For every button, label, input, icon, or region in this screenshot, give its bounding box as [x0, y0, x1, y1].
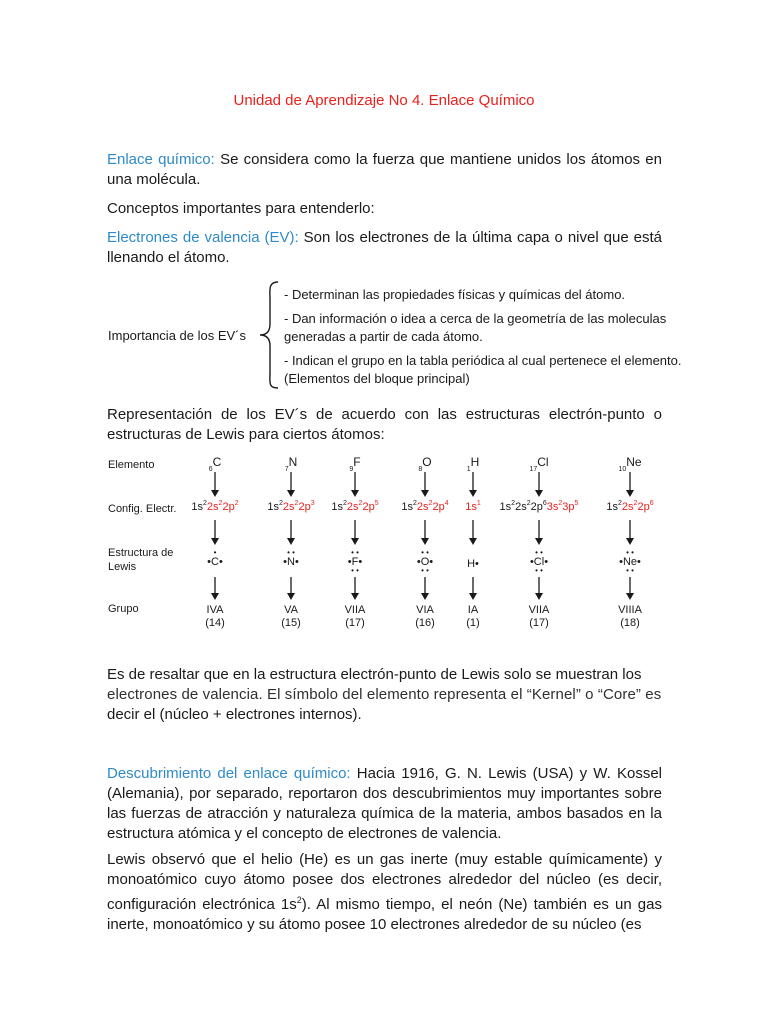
atomic-number: 6	[208, 466, 213, 473]
config-term: $3s^2$	[546, 500, 563, 513]
element-symbol	[448, 455, 498, 473]
group-label	[266, 604, 316, 630]
atomic-number: 10	[618, 466, 627, 473]
group-number: (15)	[281, 617, 301, 629]
resaltar-line-2: electrones de valencia. El símbolo del elemento representa el “Kernel” o “Core” es	[107, 686, 662, 703]
definition-electrones-valencia: Son los electrones de la última capa o nivel que está llenando el átomo.	[107, 229, 662, 266]
config-term: $1s^2$	[499, 500, 516, 513]
lewis-core: •C•	[207, 556, 223, 568]
config-term: $1s^2$	[606, 500, 622, 513]
config-exponent: 2	[413, 500, 417, 507]
atomic-number: 1	[466, 466, 471, 473]
group-roman: IVA	[206, 604, 224, 616]
lewis-structure	[453, 550, 493, 570]
element-letter: Ne	[626, 455, 642, 469]
arrow-head-icon	[626, 538, 634, 545]
config-term: $2p^4$	[432, 500, 449, 513]
term-descubrimiento: Descubrimiento del enlace químico:	[107, 765, 351, 782]
config-term: $1s^2$	[191, 500, 207, 513]
group-number: (1)	[466, 617, 480, 629]
arrow-head-icon	[211, 490, 219, 497]
element-symbol	[266, 455, 316, 473]
lewis-dots-bottom: • •	[421, 566, 429, 575]
config-term: $2s^2$	[346, 500, 363, 513]
lewis-core: •N•	[283, 556, 299, 568]
text-helio-b: ). Al mismo tiempo, el neón (Ne) también es un gas inerte, monoatómico y su átomo posee 10 electrones alrededor de su núcleo (es	[107, 896, 662, 933]
lewis-core: •F•	[347, 556, 363, 568]
paragraph-lewis-helio	[107, 850, 662, 935]
lewis-core: •Ne•	[619, 556, 641, 568]
config-exponent: 2	[633, 500, 638, 507]
arrow-head-icon	[469, 490, 477, 497]
importance-item: - Determinan las propiedades físicas y químicas del átomo.	[284, 287, 626, 302]
config-exponent: 5	[374, 500, 379, 507]
group-label	[190, 604, 240, 630]
config-term: $1s^2$	[401, 500, 417, 513]
config-exponent: 6	[542, 500, 547, 507]
config-term: $1s^2$	[267, 500, 283, 513]
row-label-config: Config. Electr.	[108, 503, 177, 515]
lewis-core: •Cl•	[529, 556, 549, 568]
config-term: $2s^2$	[416, 500, 433, 513]
lewis-structure	[405, 550, 445, 573]
element-symbol	[514, 455, 564, 473]
config-term: $1s^2$	[331, 500, 347, 513]
element-letter: O	[422, 455, 432, 469]
group-roman: VIIA	[528, 604, 550, 616]
paragraph-resaltar	[107, 665, 662, 725]
config-exponent: 2	[618, 500, 622, 507]
group-roman: VA	[284, 604, 298, 616]
element-symbol	[605, 455, 655, 473]
config-term: $2p^6$	[637, 500, 654, 513]
config-exponent: 6	[649, 500, 654, 507]
config-term: $2p^2$	[222, 500, 239, 513]
group-number: (17)	[345, 617, 365, 629]
lewis-dots-top: • •	[626, 548, 634, 557]
group-number: (16)	[415, 617, 435, 629]
config-exponent: 2	[511, 500, 516, 507]
atomic-number: 8	[418, 466, 423, 473]
electron-config	[489, 500, 589, 513]
lewis-structure	[195, 550, 235, 568]
paragraph-conceptos: Conceptos importantes para entenderlo:	[107, 200, 375, 217]
config-exponent: 2	[234, 500, 239, 507]
text-helio-a: Lewis observó que el helio (He) es un gas inerte (muy estable químicamente) y monoatómico cuyo átomo posee dos electrones alrededor del núcleo (es decir, configuración electrónica 1s	[107, 851, 662, 913]
lewis-core: H•	[467, 558, 479, 570]
lewis-dots-top: • •	[421, 548, 429, 557]
element-letter: N	[288, 455, 298, 469]
lewis-dots-top: • •	[535, 548, 543, 557]
group-roman: VIIIA	[618, 604, 642, 616]
group-roman: VIA	[416, 604, 434, 616]
config-term: $2p^3$	[298, 500, 315, 513]
lewis-dots-bottom: • •	[535, 566, 543, 575]
lewis-structure	[335, 550, 375, 573]
group-number: (17)	[529, 617, 549, 629]
element-symbol	[190, 455, 240, 473]
group-label	[400, 604, 450, 630]
arrow-head-icon	[351, 538, 359, 545]
config-exponent: 2	[558, 500, 563, 507]
config-exponent: 1	[476, 500, 481, 507]
text-helio-sup: 2	[296, 895, 302, 905]
config-exponent: 2	[428, 500, 433, 507]
paragraph-descubrimiento	[107, 764, 662, 844]
group-label	[514, 604, 564, 630]
element-letter: F	[353, 455, 361, 469]
arrow-head-icon	[287, 490, 295, 497]
atomic-number: 7	[284, 466, 289, 473]
config-exponent: 2	[294, 500, 299, 507]
config-exponent: 2	[358, 500, 363, 507]
lewis-dots-bottom: • •	[626, 566, 634, 575]
definition-enlace-quimico: Se considera como la fuerza que mantiene unidos los átomos en una molécula.	[107, 151, 662, 188]
electron-config	[580, 500, 680, 513]
arrow-head-icon	[421, 490, 429, 497]
config-exponent: 2	[526, 500, 531, 507]
term-electrones-valencia: Electrones de valencia (EV):	[107, 229, 299, 246]
group-roman: IA	[467, 604, 479, 616]
group-roman: VIIA	[344, 604, 366, 616]
importance-item: - Dan información o idea a cerca de la geometría de las moleculas generadas a partir de cada átomo.	[284, 311, 667, 344]
lewis-dots-top: • •	[351, 548, 359, 557]
element-letter: H	[470, 455, 480, 469]
lewis-dots-top: • •	[287, 548, 295, 557]
row-label-elemento: Elemento	[108, 459, 155, 471]
group-number: (18)	[620, 617, 640, 629]
arrow-head-icon	[626, 490, 634, 497]
config-exponent: 2	[279, 500, 283, 507]
text-descubrimiento: Hacia 1916, G. N. Lewis (USA) y W. Kossel (Alemania), por separado, reportaron dos descubrimientos muy importantes sobre las fuerzas de atracción y naturaleza química de la materia, ambos basados en la estructura atómica y el concepto de electrones de valencia.	[107, 765, 662, 842]
config-term: $2s^2$	[282, 500, 299, 513]
group-number: (14)	[205, 617, 225, 629]
config-exponent: 4	[444, 500, 449, 507]
element-symbol	[400, 455, 450, 473]
arrow-head-icon	[469, 538, 477, 545]
importance-item: - Indican el grupo en la tabla periódica al cual pertenece el elemento. (Elementos del bloque principal)	[284, 353, 682, 386]
lewis-dots-top: •	[213, 548, 217, 557]
config-exponent: 3	[310, 500, 315, 507]
arrow-head-icon	[351, 490, 359, 497]
arrow-head-icon	[421, 593, 429, 600]
config-term: $1s^1$	[465, 500, 481, 513]
config-term: $2s^2$	[206, 500, 223, 513]
arrow-head-icon	[287, 538, 295, 545]
config-term: $2p^6$	[530, 500, 547, 513]
row-label-lewis: Estructura de Lewis	[108, 547, 174, 573]
element-letter: C	[212, 455, 222, 469]
arrow-head-icon	[211, 538, 219, 545]
element-letter: Cl	[537, 455, 549, 469]
element-symbol	[330, 455, 380, 473]
group-label	[448, 604, 498, 630]
arrow-head-icon	[421, 538, 429, 545]
page-title: Unidad de Aprendizaje No 4. Enlace Químico	[233, 92, 535, 109]
atomic-number: 17	[529, 466, 538, 473]
arrow-head-icon	[535, 593, 543, 600]
config-term: $2s^2$	[515, 500, 531, 513]
lewis-core: •O•	[416, 556, 434, 568]
config-exponent: 2	[218, 500, 223, 507]
lewis-structure	[610, 550, 650, 573]
arrow-head-icon	[287, 593, 295, 600]
resaltar-line-3: decir el (núcleo + electrones internos).	[107, 706, 362, 723]
lewis-structure	[271, 550, 311, 568]
arrow-head-icon	[535, 538, 543, 545]
config-exponent: 2	[203, 500, 207, 507]
arrow-head-icon	[469, 593, 477, 600]
arrow-head-icon	[626, 593, 634, 600]
config-term: $3p^5$	[562, 500, 579, 513]
lewis-structure	[519, 550, 559, 573]
group-label	[330, 604, 380, 630]
config-term: $2s^2$	[621, 500, 638, 513]
group-label	[605, 604, 655, 630]
paragraph-representacion: Representación de los EV´s de acuerdo con las estructuras electrón-punto o estructuras de Lewis para ciertos átomos:	[107, 406, 662, 443]
config-exponent: 2	[343, 500, 347, 507]
row-label-grupo: Grupo	[108, 603, 139, 615]
arrow-head-icon	[211, 593, 219, 600]
config-term: $2p^5$	[362, 500, 379, 513]
config-exponent: 5	[574, 500, 579, 507]
term-enlace-quimico: Enlace químico:	[107, 151, 215, 168]
arrow-head-icon	[351, 593, 359, 600]
arrow-head-icon	[535, 490, 543, 497]
atomic-number: 9	[349, 466, 354, 473]
resaltar-line-1: Es de resaltar que en la estructura electrón-punto de Lewis solo se muestran los	[107, 666, 642, 683]
lewis-dots-bottom: • •	[351, 566, 359, 575]
importance-label: Importancia de los EV´s	[108, 328, 247, 343]
